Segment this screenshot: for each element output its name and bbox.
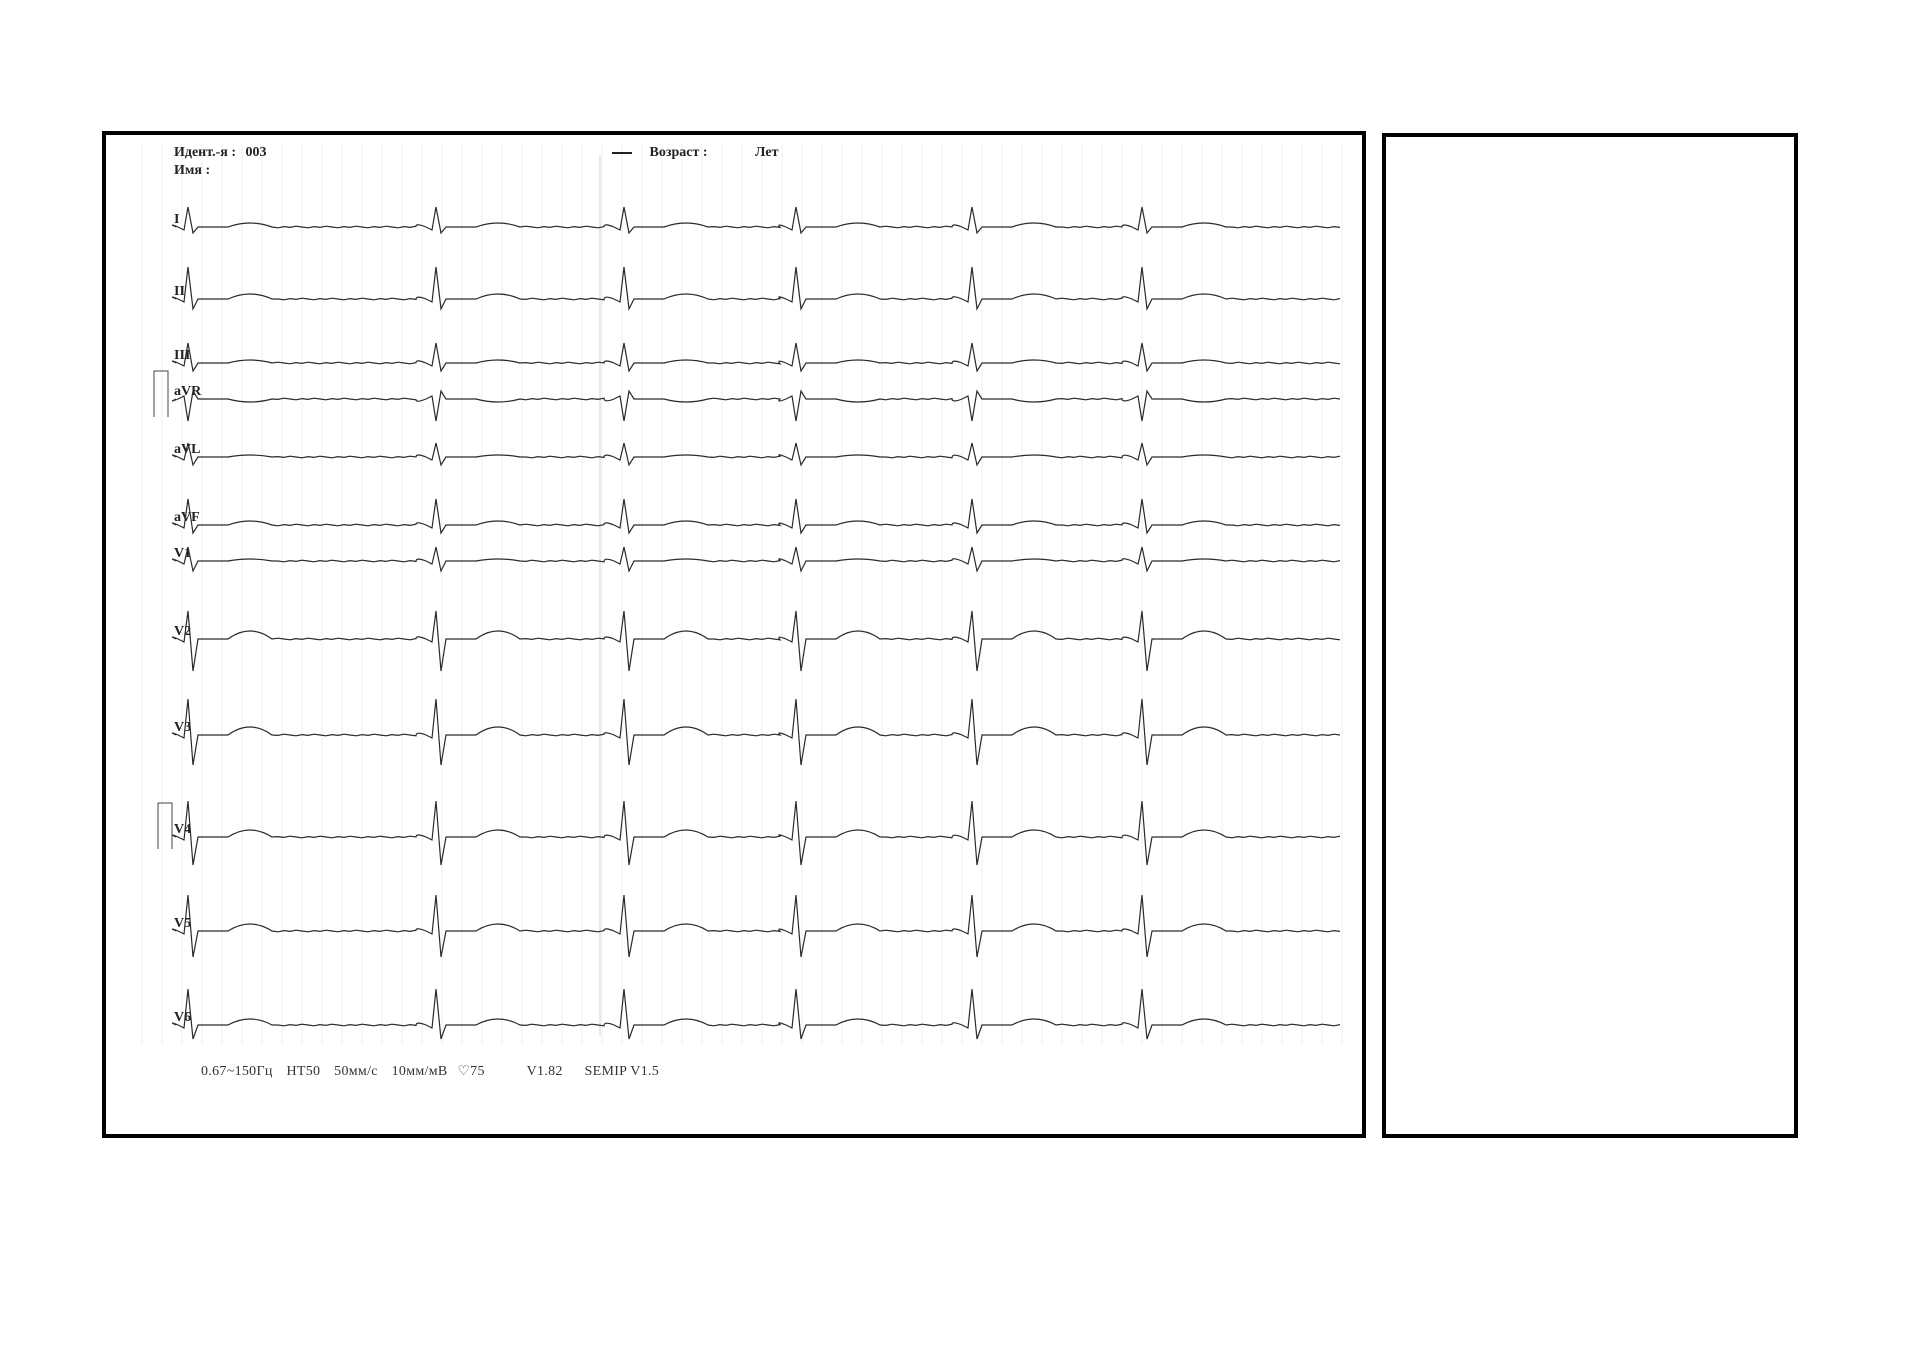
software-version: SEMIP V1.5 [584, 1064, 660, 1079]
lead-trace [172, 611, 1340, 671]
recording-settings [201, 1063, 659, 1080]
lead-trace [172, 391, 1340, 421]
lead-label: V2 [174, 624, 192, 639]
lead-trace [172, 343, 1340, 371]
patient-id-value: 003 [245, 145, 267, 160]
lead-label: II [174, 284, 185, 299]
lead-label: I [174, 212, 180, 227]
ecg-printout [102, 131, 1366, 1138]
lead-label: V4 [174, 822, 192, 837]
lead-trace [172, 989, 1340, 1039]
filter-setting: 0.67~150Гц [201, 1064, 273, 1079]
patient-age [612, 145, 778, 161]
lead-trace [172, 895, 1340, 957]
lead-label: aVR [174, 384, 202, 399]
dash-mark [612, 152, 632, 154]
lead-trace [172, 443, 1340, 465]
lead-label: aVF [174, 510, 200, 525]
lead-label: aVL [174, 442, 201, 457]
lead-label: V6 [174, 1010, 192, 1025]
gain-setting: 10мм/мВ [391, 1064, 448, 1079]
device-version: V1.82 [526, 1064, 563, 1079]
lead-trace [172, 267, 1340, 309]
calibration-pulse [154, 371, 168, 417]
calibration-pulse [158, 803, 172, 849]
patient-age-label: Возраст : [649, 145, 708, 160]
lead-trace [172, 801, 1340, 865]
lead-trace [172, 499, 1340, 533]
patient-id [174, 145, 266, 161]
lead-trace [172, 699, 1340, 765]
notch-setting: HT50 [286, 1064, 321, 1079]
lead-trace [172, 207, 1340, 233]
heart-rate: ♡75 [457, 1064, 485, 1079]
ecg-traces [106, 135, 1362, 1134]
lead-label: V5 [174, 916, 192, 931]
lead-trace [172, 547, 1340, 571]
lead-label: V1 [174, 546, 192, 561]
patient-age-unit: Лет [755, 145, 779, 160]
lead-label: III [174, 348, 191, 363]
paper-speed: 50мм/с [334, 1064, 378, 1079]
notes-box [1382, 133, 1798, 1138]
patient-id-label: Идент.-я : [174, 145, 236, 160]
patient-name-label: Имя : [174, 163, 211, 178]
patient-name [174, 163, 210, 179]
lead-label: V3 [174, 720, 192, 735]
